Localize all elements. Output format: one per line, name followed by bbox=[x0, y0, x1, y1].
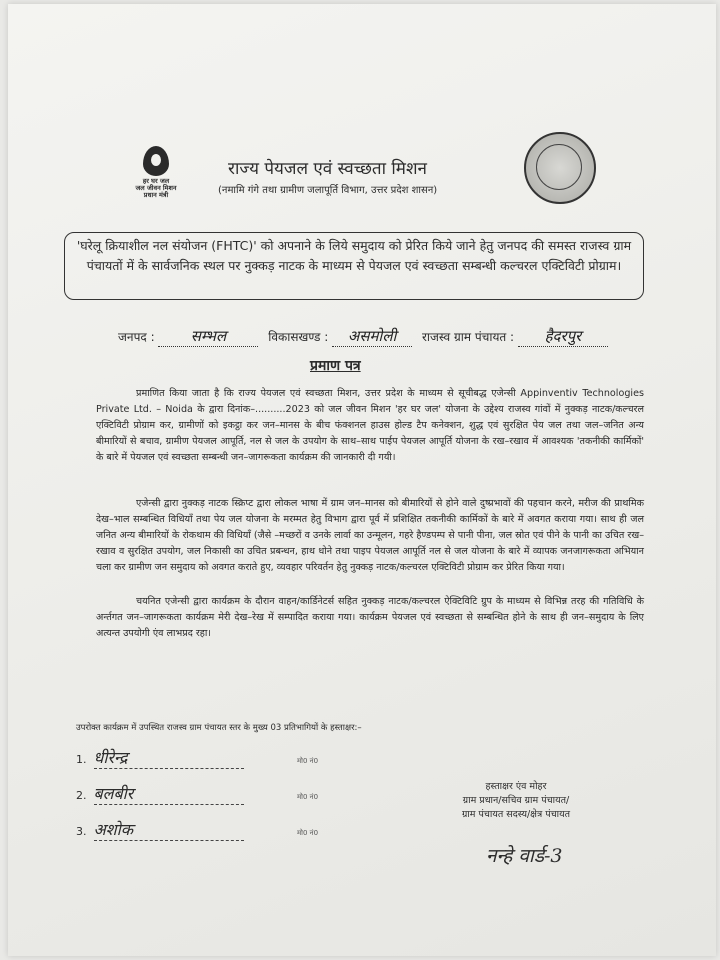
certificate-title: प्रमाण पत्र bbox=[310, 358, 361, 374]
participants-heading: उपरोक्त कार्यक्रम में उपस्थित राजस्व ग्राम पंचायत स्तर के मुख्य 03 प्रतिभागियों के हस्ताक्षर:– bbox=[76, 723, 362, 733]
gp-value: हैदरपुर bbox=[518, 326, 608, 347]
mission-title: राज्य पेयजल एवं स्वच्छता मिशन bbox=[228, 159, 427, 179]
signoff-line-1: हस्ताक्षर एंव मोहर bbox=[485, 781, 547, 792]
block-label: विकासखण्ड : bbox=[268, 330, 329, 344]
up-government-emblem-icon bbox=[524, 132, 596, 204]
logo-caption: हर घर जल जल जीवन मिशन प्रधान मंत्री bbox=[135, 177, 177, 199]
block-value: असमोली bbox=[332, 326, 412, 347]
emblem-inner-ring bbox=[536, 144, 582, 190]
water-drop-icon bbox=[143, 146, 169, 176]
signoff-line-3: ग्राम पंचायत सदस्य/क्षेत्र पंचायत bbox=[461, 809, 571, 820]
paragraph-3: चयनित एजेन्सी द्वारा कार्यक्रम के दौरान वाहन/कार्डिनेटर्स सहित नुक्कड़ नाटक/कल्चरल ऐक्टिविटि ग्रुप के माध्यम से विभिन्न तरह की गतिविधि के अर्न्तगत जन–जागरूकता कार्यक्रम मेरी देख–रेख में सम्पादित कराया गया। कार्यक्रम पेयजल एवं स्वच्छता से सम्बन्धित होने के साथ ही जन–समुदाय के लिए अत्यन्त उपयोगी एंव लाभप्रद रहा। bbox=[96, 596, 644, 639]
location-fields bbox=[118, 326, 658, 347]
mobile-label: मो0 नं0 bbox=[297, 829, 319, 837]
mobile-label: मो0 नं0 bbox=[297, 757, 319, 765]
district-label: जनपद : bbox=[118, 330, 155, 344]
paragraph-2: एजेन्सी द्वारा नुक्कड़ नाटक स्क्रिप्ट द्वारा लोकल भाषा में ग्राम जन–मानस को बीमारियों से होने वाले दुष्प्रभावों की पहचान करने, मरीज की प्राथमिक देख–भाल सम्बन्धित विधियाँ तथा पेय जल योजना के मरम्मत हेतु विभाग द्वारा पूर्व में प्रशिक्षित तकनीकी कार्मिकों के बारे में अवगत कराया गया। साथ ही जल जनित अन्य बीमारियों के रोकथाम की विधियाँ (जैसे –मच्छरों व उनके लार्वा का उन्मूलन, गहरे हैण्डपम्प से पानी पीना, जल स्रोत एवं पीने के पानी का उचित रख–रखाव व सुरक्षित उपयोग, जल निकासी का उचित प्रबन्धन, हाथ धोने तथा पाइप पेयजल आपूर्ति नल से जल योजना के बारे में व्यापक जनजागरूकता अभियान चला कर ग्रामीण जन समुदाय को अवगत कराते हुए, व्यवहार परिवर्तन हेतु नुक्कड़ नाटक/कल्चरल एक्टिविटी प्रोग्राम कर प्रेरित किया गया। bbox=[96, 498, 644, 573]
signoff-line-2: ग्राम प्रधान/सचिव ग्राम पंचायत/ bbox=[462, 795, 570, 806]
participant-number: 3. bbox=[76, 825, 87, 838]
district-value: सम्भल bbox=[158, 326, 258, 347]
participant-signature: धीरेन्द्र bbox=[94, 746, 244, 769]
program-description: 'घरेलू क्रियाशील नल संयोजन (FHTC)' को अपनाने के लिये समुदाय को प्रेरित किये जाने हेतु जनपद की समस्त राजस्व ग्राम पंचायतों में के सार्वजनिक स्थल पर नुक्कड़ नाटक के माध्यम से पेयजल एवं स्वच्छता सम्बन्धी कल्चरल एक्टिविटी प्रोग्राम। bbox=[76, 238, 632, 273]
participant-row bbox=[76, 818, 406, 841]
participant-signature: बलबीर bbox=[94, 782, 244, 805]
participant-number: 1. bbox=[76, 753, 87, 766]
paragraph-1: प्रमाणित किया जाता है कि राज्य पेयजल एवं स्वच्छता मिशन, उत्तर प्रदेश के माध्यम से सूचीबद्ध एजेन्सी Appinventiv Technologies Private Ltd. – Noida के द्वारा दिनांक–..........2023 को जल जीवन मिशन 'हर घर जल' योजना के उद्देश्य राजस्व गांवों में नुक्कड़ नाटक/कल्चरल एक्टिविटी प्रोग्राम कर, ग्रामीणों को इकट्ठा कर जन–मानस के बीच फंक्शनल हाउस होल्ड टैप कनेक्शन, शुद्ध एवं सुरक्षित पेय जल तथा जल–जनित अन्य बीमारियों से बचाव, ग्रामीण पेयजल आपूर्ति, नल से जल के उपयोग के साथ–साथ पाईप पेयजल आपूर्ति योजना के रख–रखाव में आवश्यक 'तकनीकी कार्मिकों' के बारे में पेयजल एवं स्वच्छता सम्बन्धी जन–जागरूकता कार्यक्रम की जानकारी दी गयी। bbox=[96, 388, 644, 463]
participant-signature: अशोक bbox=[94, 818, 244, 841]
signoff-signature: नन्हे वार्ड-3 bbox=[486, 845, 563, 867]
participant-number: 2. bbox=[76, 789, 87, 802]
certificate-sheet bbox=[8, 4, 716, 956]
mission-subtitle: (नमामि गंगे तथा ग्रामीण जलापूर्ति विभाग, उत्तर प्रदेश शासन) bbox=[218, 185, 438, 196]
signoff-block bbox=[426, 780, 606, 822]
participant-row bbox=[76, 782, 406, 805]
participant-row bbox=[76, 746, 406, 769]
mobile-label: मो0 नं0 bbox=[297, 793, 319, 801]
har-ghar-jal-logo bbox=[126, 146, 186, 212]
gp-label: राजस्व ग्राम पंचायत : bbox=[421, 330, 515, 344]
